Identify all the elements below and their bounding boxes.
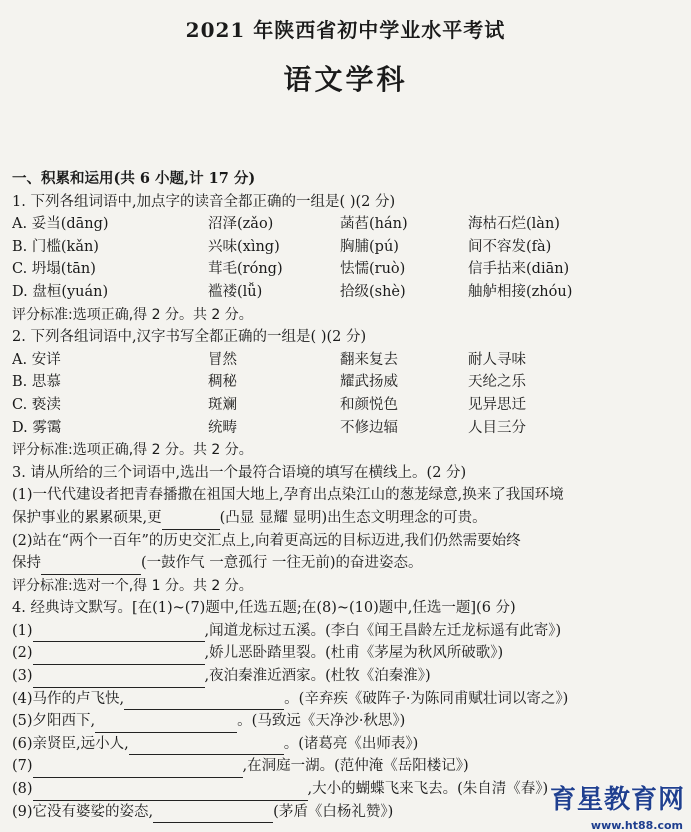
option-a-word3: 翻来复去	[340, 351, 398, 368]
q3-item2-text-after: 的奋进姿态。	[335, 555, 423, 572]
item-text-before: 亲贤臣,远小人,	[32, 735, 129, 752]
option-b-word1: B. 门槛(kǎn)	[12, 238, 99, 255]
item-text-after: ,娇儿恶卧踏里裂。(杜甫《茅屋为秋风所破歌》)	[204, 645, 504, 662]
answer-blank[interactable]	[41, 558, 141, 575]
item-number: (9)	[12, 803, 33, 820]
option-d-word1: D. 盘桓(yuán)	[12, 283, 109, 300]
option-b-word4: 天纶之乐	[468, 374, 526, 391]
poem-item	[12, 642, 682, 665]
option-d-word1: D. 雾霭	[12, 419, 62, 436]
item-text-after: 。(诸葛亮《出师表》)	[283, 735, 419, 752]
option-c-word2: 茸毛(róng)	[208, 261, 283, 278]
option-a-word4: 耐人寻味	[468, 351, 526, 368]
option-d-word2: 统畴	[208, 419, 237, 436]
q3-item1-text-after: 出生态文明理念的可贵。	[327, 509, 487, 526]
option-b-word2: 稠秘	[208, 374, 237, 391]
item-number: (5)	[12, 713, 33, 730]
option-a-word3: 菡萏(hán)	[340, 216, 408, 233]
q3-item1-options: (凸显 显耀 显明)	[219, 509, 328, 526]
option-c-word4: 见异思迁	[468, 396, 526, 413]
poem-item	[12, 710, 682, 733]
answer-blank[interactable]	[33, 784, 308, 801]
answer-blank[interactable]	[33, 671, 205, 688]
option-a-word1: A. 妥当(dāng)	[12, 216, 109, 233]
option-d-word3: 拾级(shè)	[340, 283, 406, 300]
q3-item2-text-before: 保持	[12, 555, 41, 572]
scoring-standard: 评分标准:选项正确,得 2 分。共 2 分。	[12, 442, 253, 459]
q3-item2-line1: (2)站在“两个一百年”的历史交汇点上,向着更高远的目标迈进,我们仍然需要始终	[12, 532, 521, 549]
exam-content	[12, 168, 682, 823]
item-number: (6)	[12, 735, 33, 752]
q3-item2-line2	[12, 552, 682, 575]
answer-blank[interactable]	[33, 648, 205, 665]
option-row	[12, 349, 682, 372]
item-text-after: ,大小的蝴蝶飞来飞去。(朱自清《春》)	[307, 781, 549, 798]
item-number: (4)	[12, 690, 33, 707]
option-row	[12, 417, 682, 440]
section-title: 一、积累和运用(共 6 小题,计 17 分)	[12, 170, 256, 187]
item-text-after: ,闻道龙标过五溪。(李白《闻王昌龄左迁龙标遥有此寄》)	[204, 622, 562, 639]
item-number: (1)	[12, 622, 33, 639]
item-text-after: 。(辛弃疾《破阵子·为陈同甫赋壮词以寄之》)	[284, 690, 569, 707]
question-stem: 1. 下列各组词语中,加点字的读音全都正确的一组是( )(2 分)	[12, 193, 396, 210]
item-text-after: 。(马致远《天净沙·秋思》)	[237, 713, 406, 730]
option-b-word4: 间不容发(fà)	[468, 238, 552, 255]
q3-item1-line1: (1)一代代建设者把青春播撒在祖国大地上,孕育出点染江山的葱茏绿意,换来了我国环境	[12, 487, 564, 504]
answer-blank[interactable]	[129, 738, 284, 755]
item-text-before: 马作的卢飞快,	[32, 690, 125, 707]
poem-item	[12, 755, 682, 778]
item-text-before: 夕阳西下,	[32, 713, 96, 730]
watermark-url: www.ht88.com	[590, 819, 683, 832]
option-c-word1: C. 坍塌(tān)	[12, 261, 96, 278]
item-number: (7)	[12, 758, 33, 775]
item-text-after: ,夜泊秦淮近酒家。(杜牧《泊秦淮》)	[204, 668, 431, 685]
watermark-logo: 育星教育网	[549, 785, 685, 815]
option-b-word3: 耀武扬威	[340, 374, 398, 391]
answer-blank[interactable]	[33, 761, 243, 778]
option-b-word1: B. 思慕	[12, 374, 61, 391]
option-d-word3: 不修边辐	[340, 419, 398, 436]
answer-blank[interactable]	[153, 806, 273, 823]
poem-item	[12, 733, 682, 756]
poem-item	[12, 665, 682, 688]
poem-item	[12, 620, 682, 643]
option-c-word1: C. 亵渎	[12, 396, 61, 413]
option-d-word4: 人目三分	[468, 419, 526, 436]
option-b-word2: 兴味(xìng)	[208, 238, 280, 255]
option-a-word2: 冒然	[208, 351, 237, 368]
option-row	[12, 236, 682, 259]
item-number: (8)	[12, 781, 33, 798]
item-text-after: (茅盾《白杨礼赞》)	[273, 803, 394, 820]
question-stem: 2. 下列各组词语中,汉字书写全都正确的一组是( )(2 分)	[12, 329, 367, 346]
option-row	[12, 258, 682, 281]
poem-item	[12, 688, 682, 711]
scoring-standard: 评分标准:选对一个,得 1 分。共 2 分。	[12, 577, 253, 594]
scoring-standard: 评分标准:选项正确,得 2 分。共 2 分。	[12, 306, 253, 323]
option-d-word2: 褴褛(lǚ)	[208, 283, 263, 300]
answer-blank[interactable]	[95, 716, 237, 733]
option-c-word2: 斑斓	[208, 396, 237, 413]
q3-item1-line2	[12, 507, 682, 530]
option-row	[12, 281, 682, 304]
option-b-word3: 胸脯(pú)	[340, 238, 399, 255]
option-c-word3: 怯懦(ruò)	[340, 261, 406, 278]
item-text-after: ,在洞庭一湖。(范仲淹《岳阳楼记》)	[242, 758, 469, 775]
option-d-word4: 舳舻相接(zhóu)	[468, 283, 573, 300]
option-row	[12, 371, 682, 394]
subject-title: 语文学科	[283, 63, 408, 96]
option-a-word1: A. 安详	[12, 351, 61, 368]
question-stem: 3. 请从所给的三个词语中,选出一个最符合语境的填写在横线上。(2 分)	[12, 464, 467, 481]
answer-blank[interactable]	[124, 693, 284, 710]
question-stem: 4. 经典诗文默写。[在(1)~(7)题中,任选五题;在(8)~(10)题中,任选一题](6 分)	[12, 600, 516, 617]
q3-item1-text-before: 保护事业的累累硕果,更	[12, 509, 162, 526]
option-row	[12, 213, 682, 236]
item-number: (2)	[12, 645, 33, 662]
answer-blank[interactable]	[33, 625, 205, 642]
option-row	[12, 394, 682, 417]
option-c-word3: 和颜悦色	[340, 396, 398, 413]
option-c-word4: 信手拈来(diān)	[468, 261, 570, 278]
option-a-word2: 沼泽(zǎo)	[208, 216, 274, 233]
q3-item2-options: (一鼓作气 一意孤行 一往无前)	[141, 555, 336, 572]
answer-blank[interactable]	[162, 513, 220, 530]
option-a-word4: 海枯石烂(làn)	[468, 216, 560, 233]
exam-title: 2021 年陕西省初中学业水平考试	[185, 18, 506, 42]
item-text-before: 它没有婆娑的姿态,	[32, 803, 154, 820]
item-number: (3)	[12, 668, 33, 685]
